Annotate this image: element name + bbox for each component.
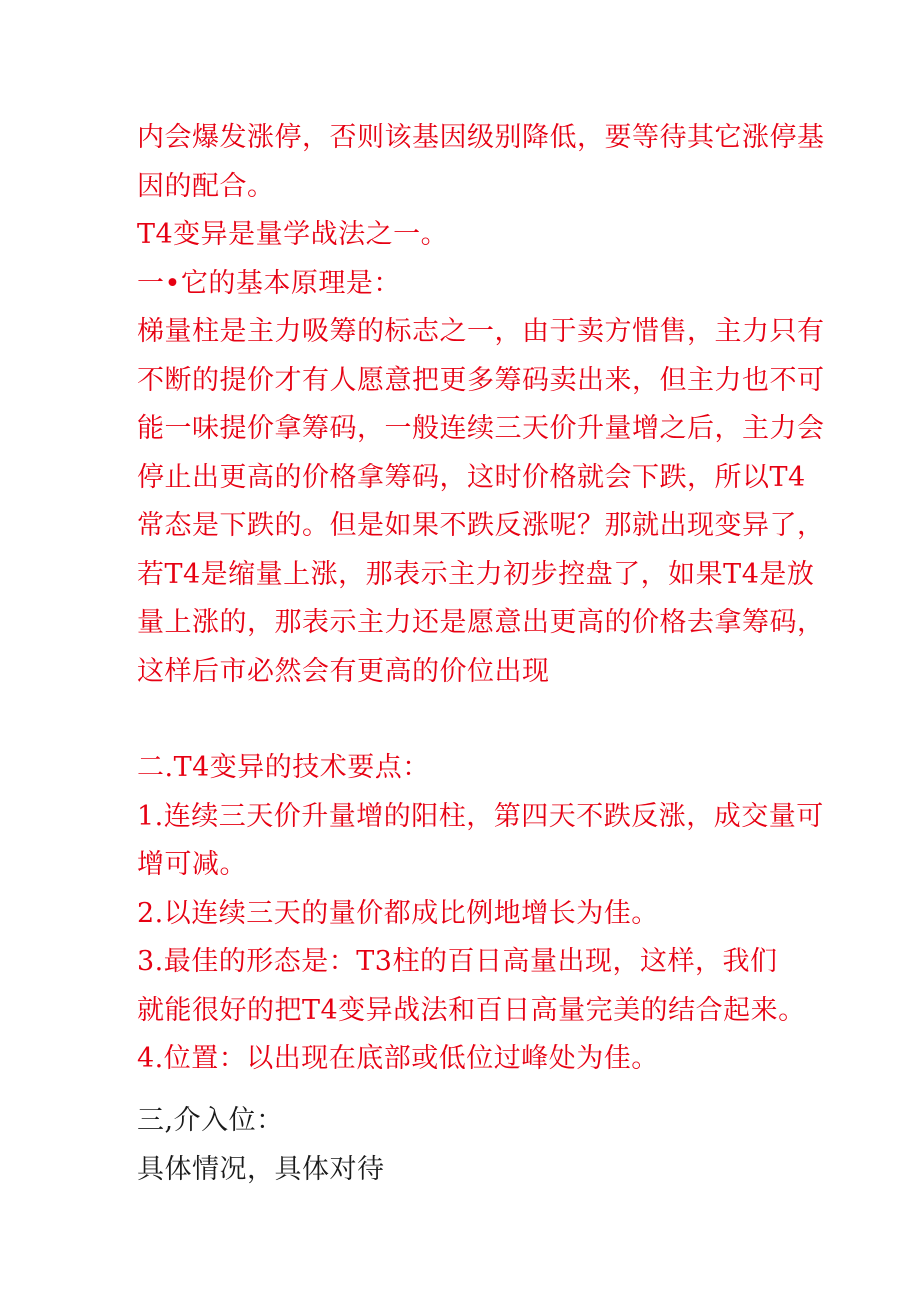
paragraph-line: 梯量柱是主力吸筹的标志之一，由于卖方惜售，主力只有 [137,316,825,347]
paragraph-line: 停止出更高的价格拿筹码，这时价格就会下跌，所以T4 [137,462,806,493]
paragraph-line: 具体情况，具体对待 [137,1154,385,1185]
paragraph-line: 不断的提价才有人愿意把更多筹码卖出来，但主力也不可 [137,365,825,396]
paragraph-line: 若T4是缩量上涨，那表示主力初步控盘了，如果T4是放 [137,559,815,590]
paragraph-line: 内会爆发涨停，否则该基因级别降低，要等待其它涨停基 [137,122,825,153]
paragraph-line: 这样后市必然会有更高的价位出现 [137,656,550,687]
paragraph-line: 常态是下跌的。但是如果不跌反涨呢？那就出现变异了， [137,510,825,541]
section-heading-1: 一•它的基本原理是： [137,268,401,299]
paragraph-line: 因的配合。 [137,171,275,202]
list-item-2: 2.以连续三天的量价都成比例地增长为佳。 [137,898,659,929]
paragraph-line: 量上涨的，那表示主力还是愿意出更高的价格去拿筹码， [137,607,825,638]
paragraph-line: T4变异是量学战法之一。 [137,219,449,250]
section-heading-2: 二.T4变异的技术要点： [137,752,430,783]
list-item-4: 4.位置：以出现在底部或低位过峰处为佳。 [137,1043,659,1074]
paragraph-line: 能一味提价拿筹码，一般连续三天价升量增之后，主力会 [137,413,825,444]
list-item-3: 3.最佳的形态是：T3柱的百日高量出现，这样，我们 [137,946,778,977]
list-item-1-cont: 增可减。 [137,849,247,880]
section-heading-3: 三,介入位： [137,1105,284,1136]
list-item-1: 1.连续三天价升量增的阳柱，第四天不跌反涨，成交量可 [137,801,824,832]
list-item-3-cont: 就能很好的把T4变异战法和百日高量完美的结合起来。 [137,995,806,1026]
